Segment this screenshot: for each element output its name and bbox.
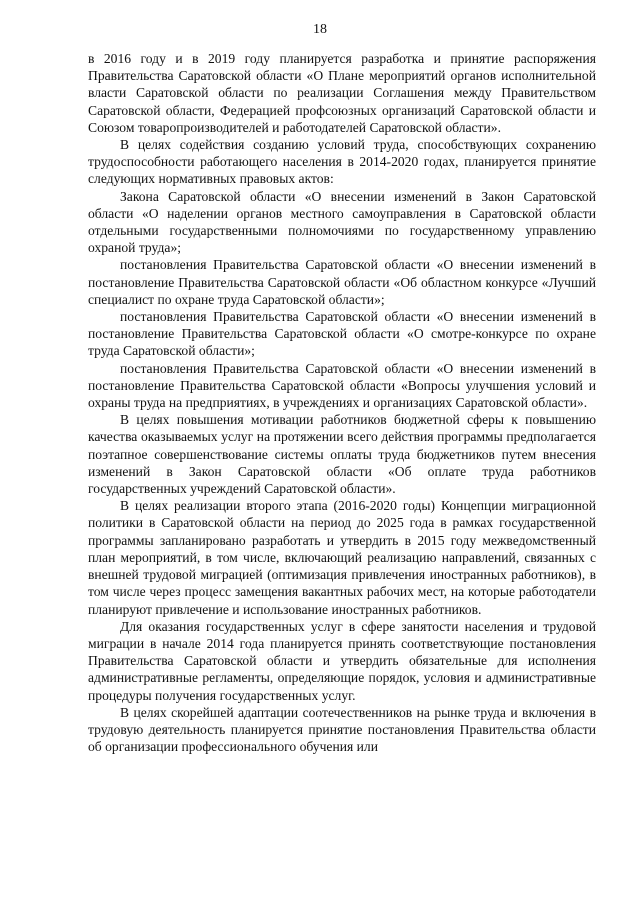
paragraph-migration-policy: В целях реализации второго этапа (2016-2020 годы) Концепции миграционной политики в Саратовской области на период до 2025 года в рамках государственной программы запланировано разработать и утвердить в 2015 году межведомственный план мероприятий, в том числе, включающий реализацию направлений, связанных с внешней трудовой миграцией (оптимизация привлечения иностранных работников), в том числе через процесс замещения вакантных рабочих мест, на которые работодатели планируют привлечение и использование иностранных работников.	[88, 498, 596, 617]
paragraph-state-services: Для оказания государственных услуг в сфере занятости населения и трудовой миграции в начале 2014 года планируется принять соответствующие постановления Правительства Саратовской области и утвердить обязательные для исполнения административные регламенты, определяющие порядок, условия и административные процедуры получения государственных услуг.	[88, 618, 596, 703]
paragraph-compatriots-adaptation: В целях скорейшей адаптации соотечественников на рынке труда и включения в трудовую деятельность планируется принятие постановления Правительства области об организации профессионального обучения или	[88, 704, 596, 755]
paragraph-law-amendment: Закона Саратовской области «О внесении изменений в Закон Саратовской области «О наделении органов местного самоуправления в Саратовской области отдельными государственными полномочиями по государственному управлению охраной труда»;	[88, 188, 596, 256]
paragraph-budget-motivation: В целях повышения мотивации работников бюджетной сферы к повышению качества оказываемых услуг на протяжении всего действия программы предполагается поэтапное совершенствование системы оплаты труда бюджетников путем внесения изменений в Закон Саратовской области «Об оплате труда работников государственных учреждений Саратовской области».	[88, 412, 596, 497]
document-body	[88, 50, 596, 755]
paragraph-continuation: в 2016 году и в 2019 году планируется разработка и принятие распоряжения Правительства Саратовской области «О Плане мероприятий органов исполнительной власти Саратовской области по реализации Соглашения между Правительством Саратовской области, Федерацией профсоюзных организаций Саратовской области и Союзом товаропроизводителей и работодателей Саратовской области».	[88, 51, 596, 135]
paragraph-contest-specialist: постановления Правительства Саратовской области «О внесении изменений в постановление Правительства Саратовской области «Об областном конкурсе «Лучший специалист по охране труда Саратовской области»;	[88, 257, 596, 307]
paragraph-improvement-questions: постановления Правительства Саратовской области «О внесении изменений в постановление Правительства Саратовской области «Вопросы улучшения условий и охраны труда на предприятиях, в учреждениях и организациях Саратовской области».	[88, 360, 596, 411]
paragraph-labor-conditions: В целях содействия созданию условий труда, способствующих сохранению трудоспособности работающего населения в 2014-2020 годах, планируется принятие следующих нормативных правовых актов:	[88, 137, 596, 187]
page-number: 18	[313, 22, 327, 37]
paragraph-contest-review: постановления Правительства Саратовской области «О внесении изменений в постановление Правительства Саратовской области «О смотре-конкурсе по охране труда Саратовской области»;	[88, 309, 596, 359]
